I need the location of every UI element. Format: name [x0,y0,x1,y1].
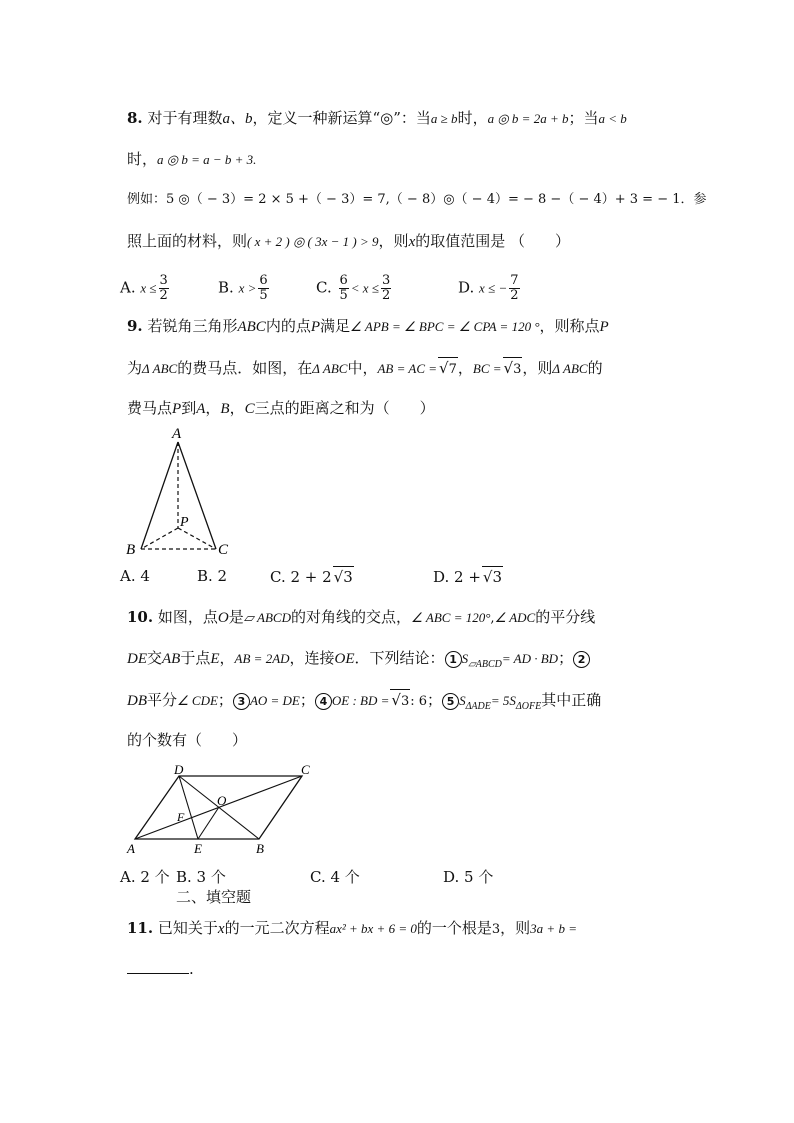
q10-option-c[interactable]: C. 4 个 [310,868,360,886]
q10-label-a: A [127,841,135,856]
q9-label-p: P [180,515,189,530]
q10-label-d: D [174,764,184,777]
q10-label-c: C [301,764,310,777]
q10-label-e: E [194,841,202,856]
q8-option-a[interactable]: A. x ≤ $\frac{3}{2}$ [120,273,168,303]
q8-number: 8. [127,109,143,127]
q8-line2: 时，a ◎ b = a − b + 3. [127,150,257,168]
q10-segment-de [179,776,198,839]
q11-line2: . [127,959,194,979]
q9-number: 9. [127,317,143,335]
q10-line1: 10. 如图，点O是▱ ABCD的对角线的交点，∠ ABC = 120°,∠ ADC的平分线 [127,608,596,626]
q9-edge-ac [178,442,216,549]
q9-line3: 费马点P到A，B，C三点的距离之和为（ ） [127,399,435,417]
circled-3: 3 [233,693,250,710]
q11-answer-blank[interactable] [127,959,189,974]
q9-line1: 9. 若锐角三角形ABC内的点P满足∠ APB = ∠ BPC = ∠ CPA = 120 °，则称点P [127,317,609,335]
circled-2: 2 [573,651,590,668]
q8-line3: 例如：5 ◎（ − 3）= 2 × 5 +（ − 3）= 7,（ − 8）◎（ − 4）= − 8 −（ − 4）+ 3 = − 1．参 [127,192,707,207]
circled-4: 4 [315,693,332,710]
section-heading-fill-in-blank: 二、填空题 [176,888,252,906]
q8-line1: 8. 对于有理数a、b，定义一种新运算“◎”：当a ≥ b时，a ◎ b = 2a + b；当a < b [127,109,627,127]
q8-option-b[interactable]: B. x > $\frac{6}{5}$ [218,273,268,303]
q9-label-c: C [218,542,229,558]
q8-option-c[interactable]: C. $\frac{6}{5}$ < x ≤ $\frac{3}{2}$ [316,273,391,303]
q10-parallelogram-figure [122,764,322,860]
q9-line2: 为Δ ABC的费马点．如图，在Δ ABC中，AB = AC = √7，BC = √3，则Δ ABC的 [127,357,603,380]
q8-line4: 照上面的材料，则( x + 2 ) ◎ ( 3x − 1 ) > 9，则x的取值范围是 （ ） [127,232,571,250]
q10-label-b: B [256,841,264,856]
q10-label-o: O [217,793,227,808]
q10-label-f: F [177,810,185,824]
q9-edge-ab [141,442,178,549]
q9-label-b: B [126,542,136,558]
q10-option-b[interactable]: B. 3 个 [176,868,226,886]
q9-option-b[interactable]: B. 2 [197,567,228,585]
q8-option-d[interactable]: D. x ≤ − $\frac{7}{2}$ [458,273,519,303]
q9-option-c[interactable]: C. 2 + 2 √3 [270,568,353,586]
q9-triangle-figure [120,422,250,562]
q11-line1: 11. 已知关于x的一元二次方程ax² + bx + 6 = 0的一个根是3，则3a + b = [127,919,577,937]
q9-option-a[interactable]: A. 4 [120,567,150,585]
circled-1: 1 [445,651,462,668]
q10-option-a[interactable]: A. 2 个 [120,868,170,886]
q10-option-d[interactable]: D. 5 个 [443,868,494,886]
q10-number: 10. [127,608,154,626]
circled-5: 5 [442,693,459,710]
q10-line3: DB平分∠ CDE； 3 AO = DE； 4 OE : BD = √3: 6； 5 $S_{\Delta ADE}= 5S_{\Delta OFE}$其中正确 [127,691,602,712]
q11-number: 11. [127,919,154,937]
q10-line4: 的个数有（ ） [127,731,248,749]
q10-line2: DE交AB于点E，AB = 2AD，连接OE．下列结论： 1 $S_{▱ABCD}=$ AD · BD； 2 [127,648,590,675]
q9-label-a: A [172,426,182,442]
q9-option-d[interactable]: D. 2 + √3 [433,568,503,586]
